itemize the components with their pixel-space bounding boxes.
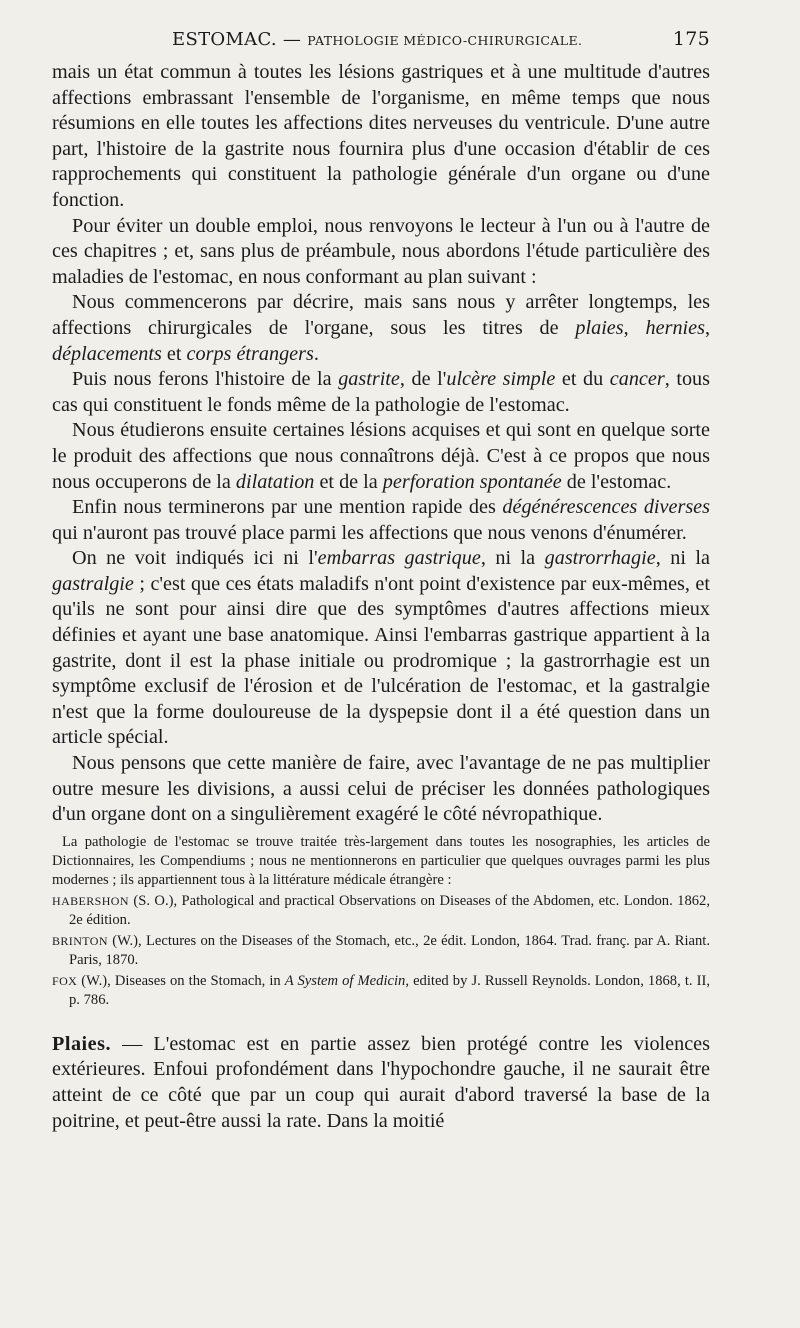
paragraph [52,214,710,291]
paragraph [52,367,710,418]
italic-term: ulcère simple [446,368,556,391]
text-run: , de l' [399,368,447,391]
paragraph [52,290,710,367]
italic-term: corps étrangers [186,342,314,365]
section-paragraph [52,1032,710,1134]
text-run: qui n'auront pas trouvé place parmi les affections que nous venons d'énumérer. [52,521,687,544]
text-run: , ni la [480,547,545,570]
italic-term: A System of Medicin [284,972,406,989]
text-run: mais un état commun à toutes les lésions gastriques et à une multitude d'autres affections embrassant l'ensemble de l'organisme, en même temps que nous résumions en elle toutes les affections dites nerveuses du ventricule. D'une autre part, l'histoire de la gastrite nous fournira plus d'une occasion d'établir de ces rapprochements qui constituent la pathologie générale d'un organe ou d'une fonction. [52,61,710,211]
text-run: , ni la [655,547,710,570]
reference-item [52,892,710,930]
bibliography [52,833,710,1010]
text-run: et de la [314,470,383,493]
italic-term: gastralgie [52,572,134,595]
text-run: de l'estomac. [561,470,672,493]
section-plaies [52,1032,710,1134]
text-run: ; c'est que ces états maladifs n'ont point d'existence par eux-mêmes, et qu'ils ne sont pour ainsi dire que des symptômes d'autres affections mieux définies et ayant une base anatomique. Ainsi l'embarras gastrique appartient à la gastrite, dont il est la phase initiale ou prodromique ; la gastrorrhagie est un symptôme exclusif de l'érosion et de l'ulcération de l'estomac, et la gastralgie n'est que la forme douloureuse de la dyspepsie dont il a été question dans un article spécial. [52,572,710,749]
text-run: Nous étudierons ensuite certaines lésions acquises et qui sont en quelque sorte le produit des affections que nous connaîtrons déjà. C'est à ce propos que nous nous occuperons de la [52,419,710,493]
text-run: (S. O.), Pathological and practical Observations on Diseases of the Abdomen, etc. London. 1862, 2e édition. [69,892,710,928]
book-page [52,28,710,1134]
italic-term: gastrite [338,368,400,391]
italic-term: cancer [609,368,665,391]
paragraph [52,495,710,546]
body-text [52,60,710,828]
text-run: , [623,316,646,339]
author-name: FOX [52,973,78,988]
italic-term: plaies [575,316,624,339]
paragraph [52,546,710,751]
text-run: Nous commencerons par décrire, mais sans nous y arrêter longtemps, les affections chirurgicales de l'organe, sous les titres de [52,291,710,339]
text-run: , tous cas qui constituent le fonds même de la pathologie de l'estomac. [52,368,710,416]
text-run: , [704,316,711,339]
text-run: , edited by J. Russell Reynolds. London, 1868, t. II, p. 786. [69,972,710,1008]
italic-term: dilatation [235,470,315,493]
text-run: et [161,342,187,365]
running-head-title [172,29,582,50]
text-run: Nous pensons que cette manière de faire, avec l'avantage de ne pas multiplier outre mesure les divisions, a aussi celui de préciser les données pathologiques d'un organe dont on a singulièrement exagéré le côté névropathique. [52,752,710,826]
running-head-main: ESTOMAC. — [172,29,302,50]
running-head [52,28,710,50]
text-run: Pour éviter un double emploi, nous renvoyons le lecteur à l'un ou à l'autre de ces chapitres ; et, sans plus de préambule, nous abordons l'étude particulière des maladies de l'estomac, en nous conformant au plan suivant : [52,214,710,288]
text-run: et du [555,368,610,391]
paragraph [52,418,710,495]
text-run: On ne voit indiqués ici ni l' [72,547,318,570]
reference-list [52,892,710,1010]
text-run: — L'estomac est en partie assez bien protégé contre les violences extérieures. Enfoui profondément dans l'hypochondre gauche, il ne saurait être atteint de ce côté que par un coup qui aurait d'abord traversé la base de la poitrine, et peut-être aussi la rate. Dans la moitié [52,1032,710,1132]
author-name: HABERSHON [52,893,129,908]
reference-item [52,932,710,970]
italic-term: déplacements [52,342,162,365]
paragraph [52,60,710,214]
section-heading: Plaies. [52,1032,112,1055]
text-run: . [313,342,319,365]
italic-term: embarras gastrique [317,547,481,570]
page-number: 175 [672,28,710,50]
italic-term: hernies [645,316,705,339]
paragraph [52,751,710,828]
running-head-subtitle: PATHOLOGIE MÉDICO-CHIRURGICALE. [307,33,583,48]
text-run: (W.), Lectures on the Diseases of the Stomach, etc., 2e édit. London, 1864. Trad. franç. par A. Riant. Paris, 1870. [69,932,710,968]
italic-term: dégénérescences diverses [502,496,710,519]
reference-item [52,972,710,1010]
italic-term: gastrorrhagie [544,547,656,570]
text-run: Puis nous ferons l'histoire de la [72,368,339,391]
author-name: BRINTON [52,933,108,948]
italic-term: perforation spontanée [382,470,562,493]
text-run: (W.), Diseases on the Stomach, in [77,972,285,989]
text-run: Enfin nous terminerons par une mention rapide des [72,496,503,519]
bibliography-intro: La pathologie de l'estomac se trouve traitée très-largement dans toutes les nosographies, les articles de Dictionnaires, les Compendiums ; nous ne mentionnerons en particulier que quelques ouvrages parmi les plus modernes ; ils appartiennent tous à la littérature médicale étrangère : [52,833,710,888]
